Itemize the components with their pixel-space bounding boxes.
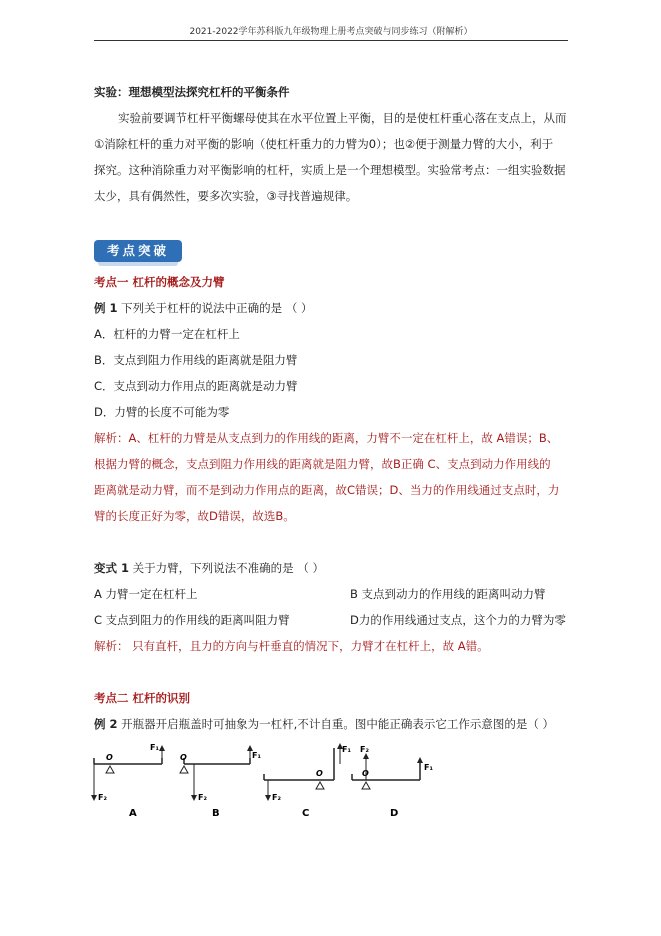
point2-title: 考点二 杠杆的识别 (94, 691, 191, 705)
diagram-a-f1-label: F₁ (150, 743, 159, 752)
diagram-d-label: D (390, 808, 399, 819)
example1-text: 下列关于杠杆的说法中正确的是 （ ） (121, 301, 313, 315)
example1-label: 例 1 (94, 301, 118, 315)
variant1-analysis: 解析： 只有直杆，且力的方向与杆垂直的情况下，力臂才在杠杆上，故 A错。 (94, 639, 489, 653)
lever-diagram-c (264, 745, 351, 819)
diagram-a-f2-label: F₂ (98, 793, 107, 802)
experiment-line-3: 探究。这种消除重力对平衡影响的杠杆，实质上是一个理想模型。实验常考点：一组实验数据 (94, 163, 566, 177)
diagram-d-f1-label: F₁ (424, 763, 433, 772)
example2-text: 开瓶器开启瓶盖时可抽象为一杠杆,不计自重。图中能正确表示它工作示意图的是（ ） (121, 717, 554, 731)
example1-analysis-2: 根据力臂的概念，支点到阻力作用线的距离就是阻力臂，故B正确 C、支点到动力作用线的 (94, 457, 551, 471)
experiment-line-4: 太少，具有偶然性，要多次实验，③寻找普遍规律。 (94, 189, 358, 203)
lever-diagram-d (352, 745, 433, 819)
diagram-c-f1-label: F₁ (342, 745, 351, 754)
example1-option-d: D．力臂的长度不可能为零 (94, 405, 230, 419)
variant1-option-b: B 支点到动力的作用线的距离叫动力臂 (350, 587, 546, 601)
example1-question (94, 300, 312, 316)
diagram-c-pivot-label: O (316, 769, 323, 778)
page-header: 2021-2022学年苏科版九年级物理上册考点突破与同步练习（附解析） (94, 24, 568, 41)
example1-analysis-3: 距离就是动力臂，而不是到动力作用点的距离，故C错误；D、当力的作用线通过支点时，力 (94, 483, 560, 497)
point1-title: 考点一 杠杆的概念及力臂 (94, 275, 225, 289)
diagram-a-label: A (129, 808, 137, 819)
lever-diagram-a (94, 743, 162, 819)
variant1-label: 变式 1 (94, 561, 130, 575)
diagram-c-label: C (302, 808, 310, 819)
experiment-line-2: ①消除杠杆的重力对平衡的影响（使杠杆重力的力臂为0）；也②便于测量力臂的大小，利于 (94, 137, 554, 151)
variant1-option-a: A 力臂一定在杠杆上 (94, 587, 198, 601)
diagram-c-f2-label: F₂ (272, 793, 281, 802)
example1-option-b: B．支点到阻力作用线的距离就是阻力臂 (94, 353, 298, 367)
variant1-option-d: D力的作用线通过支点，这个力的力臂为零 (350, 613, 566, 627)
example1-option-a: A．杠杆的力臂一定在杠杆上 (94, 327, 240, 341)
example2-label: 例 2 (94, 717, 118, 731)
example1-option-c: C．支点到动力作用点的距离就是动力臂 (94, 379, 298, 393)
example1-analysis-1: 解析：A、杠杆的力臂是从支点到力的作用线的距离，力臂不一定在杠杆上，故 A错误；B、 (94, 431, 559, 445)
diagram-b-f1-label: F₁ (252, 751, 261, 760)
diagram-b-f2-label: F₂ (198, 793, 207, 802)
diagram-d-f2-label: F₂ (360, 745, 369, 754)
example2-question (94, 716, 554, 732)
experiment-line-1: 实验前要调节杠杆平衡螺母使其在水平位置上平衡，目的是使杠杆重心落在支点上，从而 (118, 111, 567, 125)
example1-analysis-4: 臂的长度正好为零，故D错误，故选B。 (94, 509, 295, 523)
diagram-d-pivot-label: O (362, 769, 369, 778)
lever-diagram-b (180, 748, 261, 819)
diagram-a-pivot-label: O (106, 753, 113, 762)
section-badge: 考点突破 (94, 240, 182, 262)
variant1-option-c: C 支点到阻力的作用线的距离叫阻力臂 (94, 613, 290, 627)
diagram-b-pivot-label: O (180, 753, 187, 762)
diagram-b-label: B (212, 808, 220, 819)
variant1-text: 关于力臂，下列说法不准确的是 （ ） (132, 561, 324, 575)
experiment-title: 实验：理想模型法探究杠杆的平衡条件 (94, 85, 290, 99)
lever-diagrams (84, 740, 584, 830)
variant1-question (94, 560, 324, 576)
